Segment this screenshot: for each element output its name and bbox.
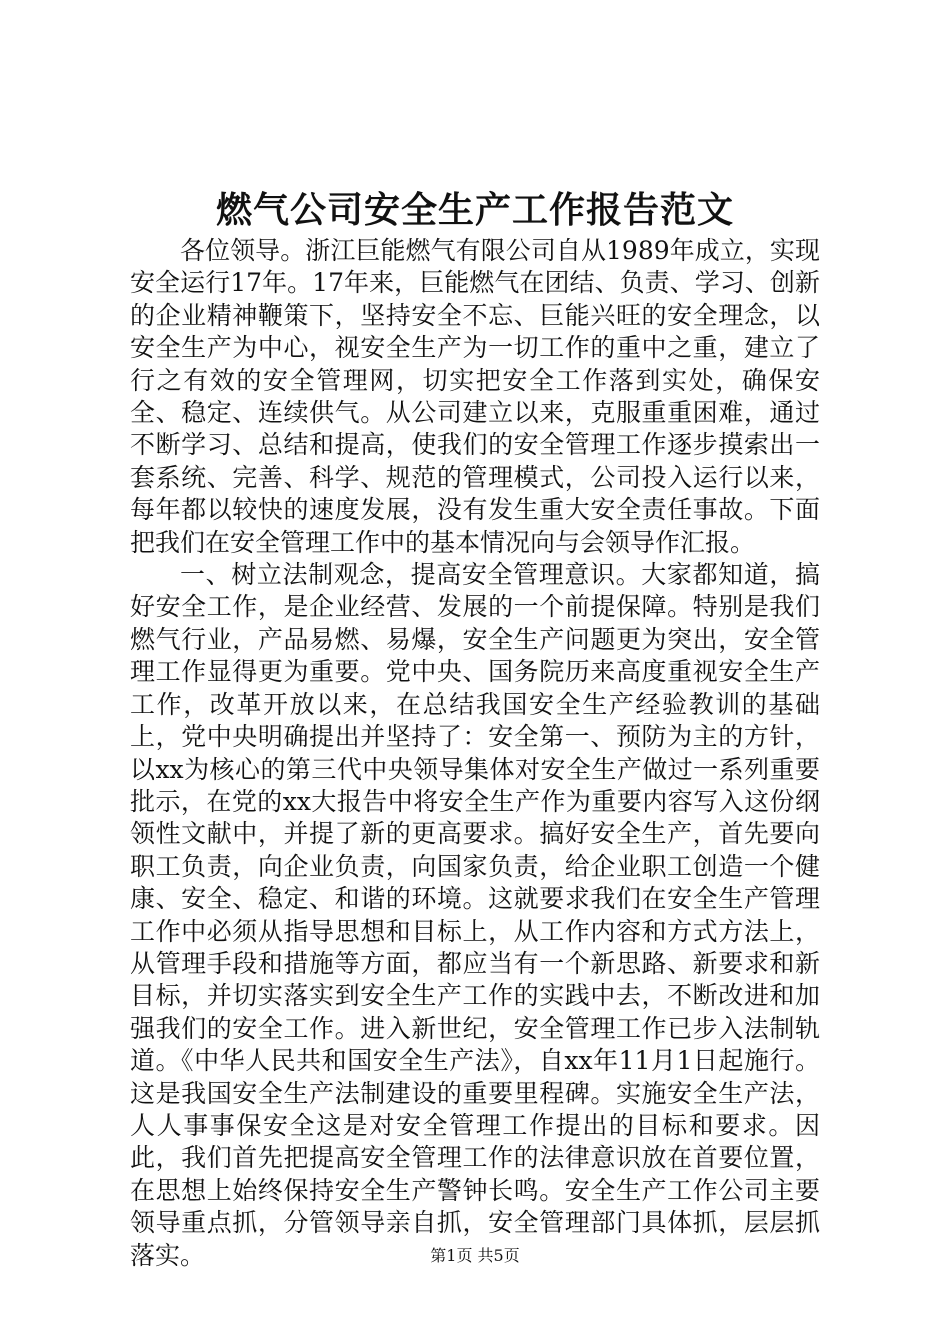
document-title: 燃气公司安全生产工作报告范文 [215,189,734,231]
paragraph-section-one: 一、树立法制观念，提高安全管理意识。大家都知道，搞好安全工作，是企业经营、发展的一个前提保障。特别是我们燃气行业，产品易燃、易爆，安全生产问题更为突出，安全管理工作显得更为重要。党中央、国务院历来高度重视安全生产工作，改革开放以来，在总结我国安全生产经验教训的基础上，党中央明确提出并坚持了：安全第一、预防为主的方针，以xx为核心的第三代中央领导集体对安全生产做过一系列重要批示，在党的xx大报告中将安全生产作为重要内容写入这份纲领性文献中，并提了新的更高要求。搞好安全生产，首先要向职工负责，向企业负责，向国家负责，给企业职工创造一个健康、安全、稳定、和谐的环境。这就要求我们在安全生产管理工作中必须从指导思想和目标上，从工作内容和方式方法上，从管理手段和措施等方面，都应当有一个新思路、新要求和新目标，并切实落实到安全生产工作的实践中去，不断改进和加强我们的安全工作。进入新世纪，安全管理工作已步入法制轨道。《中华人民共和国安全生产法》，自xx年11月1日起施行。这是我国安全生产法制建设的重要里程碑。实施安全生产法，人人事事保安全这是对安全管理工作提出的目标和要求。因此，我们首先把提高安全管理工作的法律意识放在首要位置，在思想上始终保持安全生产警钟长鸣。安全生产工作公司主要领导重点抓，分管领导亲自抓，安全管理部门具体抓，层层抓落实。 [130,560,820,1270]
page-number-footer: 第1页 共5页 [430,1246,520,1265]
paragraph-intro: 各位领导。浙江巨能燃气有限公司自从1989年成立，实现安全运行17年。17年来，巨能燃气在团结、负责、学习、创新的企业精神鞭策下，坚持安全不忘、巨能兴旺的安全理念，以安全生产为中心，视安全生产为一切工作的重中之重，建立了行之有效的安全管理网，切实把安全工作落到实处，确保安全、稳定、连续供气。从公司建立以来，克服重重困难，通过不断学习、总结和提高，使我们的安全管理工作逐步摸索出一套系统、完善、科学、规范的管理模式，公司投入运行以来，每年都以较快的速度发展，没有发生重大安全责任事故。下面把我们在安全管理工作中的基本情况向与会领导作汇报。 [130,236,820,557]
document-body [130,235,820,1272]
